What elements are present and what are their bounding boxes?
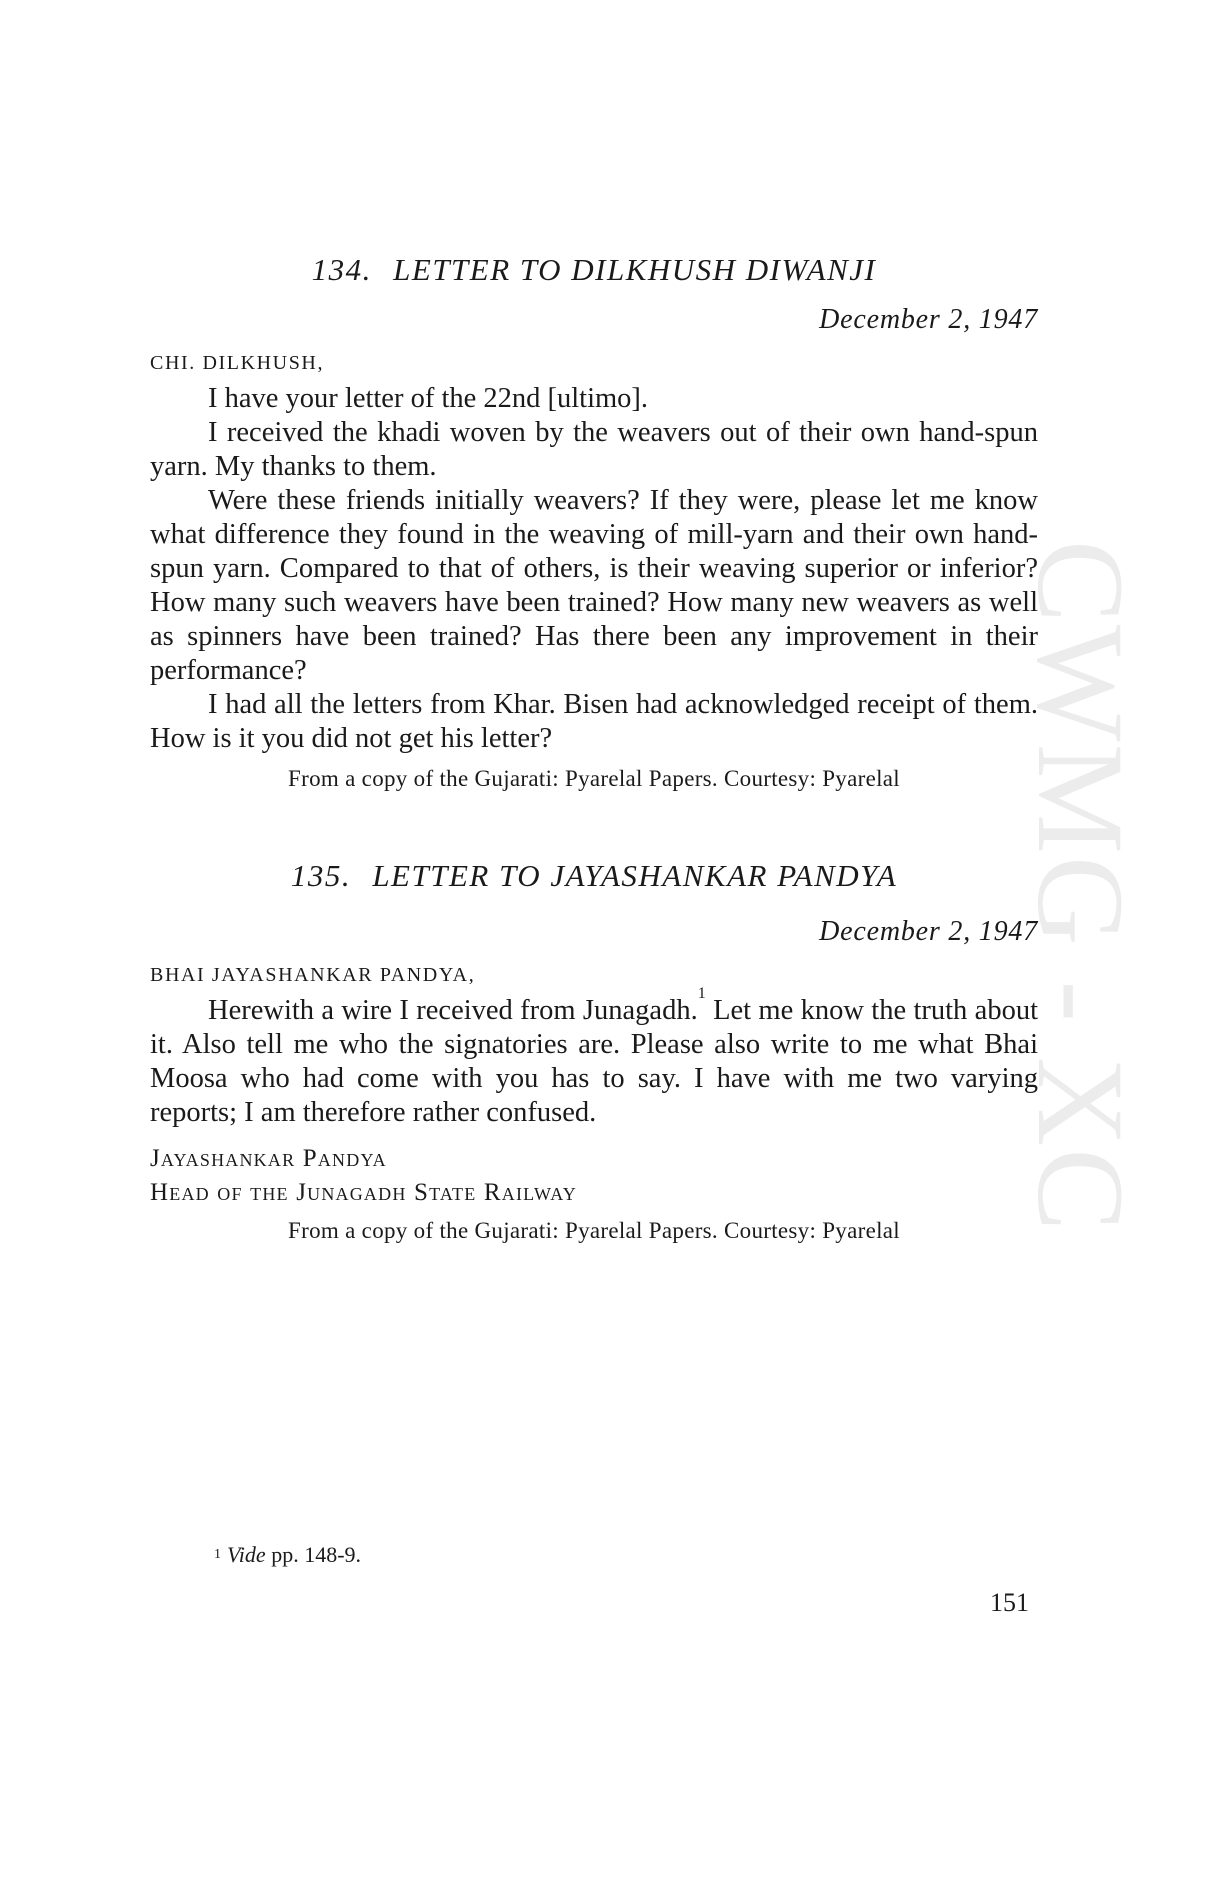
footnote-vide: Vide [227, 1542, 266, 1567]
footnote-number: 1 [214, 1547, 221, 1562]
page-number: 151 [990, 1588, 1029, 1617]
paragraph: I received the khadi woven by the weavers out of their own hand-spun yarn. My thanks to them. [150, 417, 1038, 482]
paragraph [150, 985, 1038, 1130]
addressee-title: Head of the Junagadh State Railway [150, 1179, 577, 1206]
footnote-marker: 1 [697, 985, 706, 1002]
letter-135 [150, 856, 1038, 1246]
watermark: CWMG - XC [1012, 540, 1149, 1234]
source-note: From a copy of the Gujarati: Pyarelal Papers. Courtesy: Pyarelal [288, 766, 900, 791]
letter-date: December 2, 1947 [819, 304, 1038, 335]
letter-title: LETTER TO DILKHUSH DIWANJI [393, 252, 877, 287]
paragraph: Were these friends initially weavers? If they were, please let me know what difference they found in the weaving of mill-yarn and their own hand-spun yarn. Compared to that of others, is their weaving superior or inferior? How many such weavers have been trained? How many new weavers as well as spinners have been trained? Has there been any improvement in their performance? [150, 485, 1038, 686]
paragraph: I have your letter of the 22nd [ultimo]. [208, 383, 649, 414]
letter-number: 134. [311, 252, 372, 287]
letter-134 [150, 250, 1038, 794]
letter-heading [150, 856, 1038, 896]
letter-date: December 2, 1947 [819, 916, 1038, 947]
letter-number: 135. [290, 858, 352, 893]
salutation: BHAI JAYASHANKAR PANDYA, [150, 964, 476, 986]
letter-heading [150, 250, 1038, 290]
paragraph-text: Herewith a wire I received from Junagadh. [208, 995, 698, 1026]
paragraph-text: Let me know the truth about it. Also tell me who the signatories are. Please also write to me what Bhai Moosa who had come with you has to say. I have with me two varying reports; I am therefore rather confused. [150, 995, 1038, 1128]
footnote-text: pp. 148-9. [265, 1542, 362, 1567]
footnote [214, 1540, 361, 1570]
salutation: CHI. DILKHUSH, [150, 352, 325, 374]
page-content [150, 250, 1038, 1246]
letter-title: LETTER TO JAYASHANKAR PANDYA [372, 858, 898, 893]
source-note: From a copy of the Gujarati: Pyarelal Papers. Courtesy: Pyarelal [288, 1218, 900, 1243]
addressee-name: Jayashankar Pandya [150, 1145, 387, 1172]
paragraph: I had all the letters from Khar. Bisen had acknowledged receipt of them. How is it you did not get his letter? [150, 689, 1038, 754]
